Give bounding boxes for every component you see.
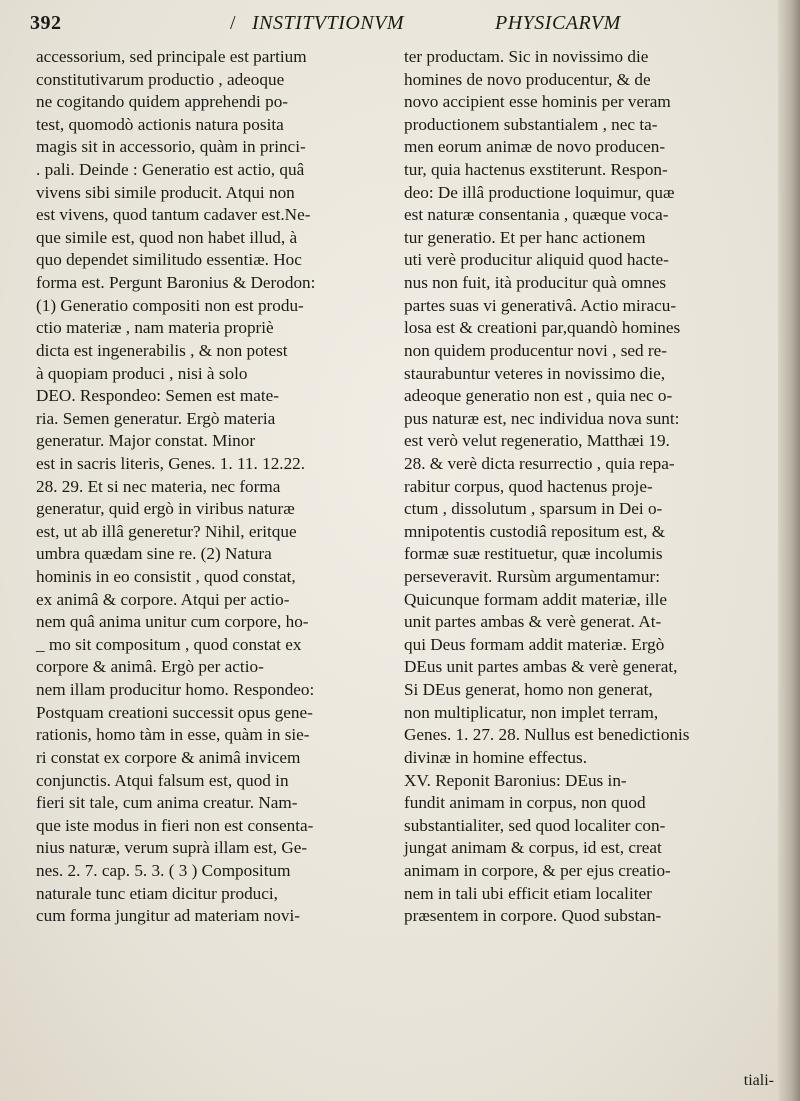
right-column-line: nem in tali ubi efficit etiam localiter [404,883,652,903]
left-column-line: fieri sit tale, cum anima creatur. Nam- [36,793,298,813]
left-column-line: dicta est ingenerabilis , & non potest [36,340,288,360]
right-column-line: ter productam. Sic in novissimo die [404,47,649,66]
left-column-line: cum forma jungitur ad materiam novi- [36,906,300,926]
right-column-line: productionem substantialem , nec ta- [404,114,658,134]
left-column-line: DEO. Respondeo: Semen est mate- [36,386,279,406]
right-column-line: losa est & creationi par,quandò homines [404,318,681,338]
right-column-line: formæ suæ restituetur, quæ incolumis [404,544,663,564]
left-column-line: nes. 2. 7. cap. 5. 3. ( 3 ) Compositum [36,860,291,880]
left-column-line: test, quomodò actionis natura posita [36,114,284,134]
right-column-line: pus naturæ est, nec individua nova sunt: [404,408,680,428]
left-column-line: . pali. Deinde : Generatio est actio, quâ [36,160,305,180]
right-column-line: uti verè producitur aliquid quod hacte- [404,250,669,270]
left-column-line: constitutivarum productio , adeoque [36,69,285,89]
left-column-line: vivens sibi simile producit. Atqui non [36,182,295,202]
left-column-line: est, ut ab illâ generetur? Nihil, eritque [36,521,297,541]
right-column-line: mnipotentis custodiâ repositum est, & [404,521,666,541]
left-column-line: accessorium, sed principale est partium [36,47,307,66]
right-column-line: unit partes ambas & verè generat. At- [404,612,662,632]
left-column-line: umbra quædam sine re. (2) Natura [36,544,272,564]
right-column-line: XV. Reponit Baronius: DEus in- [404,770,627,790]
right-column-line: perseveravit. Rursùm argumentamur: [404,567,660,587]
left-column-line: 28. 29. Et si nec materia, nec forma [36,476,281,496]
left-column-line: generatur. Major constat. Minor [36,431,256,451]
right-column-line: deo: De illâ productione loquimur, quæ [404,182,675,202]
right-column-line: men eorum animæ de novo producen- [404,137,666,157]
right-column-line: Si DEus generat, homo non generat, [404,680,653,700]
right-column-line: tur, quia hactenus exstiterunt. Respon- [404,160,668,180]
right-column-line: partes suas vi generativâ. Actio miracu- [404,295,677,315]
left-column-line: generatur, quid ergò in viribus naturæ [36,499,295,519]
right-column-line: novo accipient esse hominis per veram [404,92,671,112]
right-column-line: DEus unit partes ambas & verè generat, [404,657,678,677]
right-column-line: substantialiter, sed quod localiter con- [404,815,666,835]
header-mark: / [230,12,237,34]
left-column-line: ex animâ & corpore. Atqui per actio- [36,589,290,609]
left-column-line: nem illam producitur homo. Respondeo: [36,680,315,700]
left-column-line: ri constat ex corpore & animâ invicem [36,747,301,767]
left-column-line: nem quâ anima unitur cum corpore, ho- [36,612,309,632]
right-column-line: divinæ in homine effectus. [404,747,587,767]
left-column-line: forma est. Pergunt Baronius & Derodon: [36,273,316,293]
left-column-line: nius naturæ, verum suprà illam est, Ge- [36,838,308,858]
left-column-line: hominis in eo consistit , quod constat, [36,567,296,587]
right-column-line: non multiplicatur, non implet terram, [404,702,659,722]
right-column-line: jungat animam & corpus, id est, creat [404,838,662,858]
right-column-line: animam in corpore, & per ejus creatio- [404,860,671,880]
left-column-line: ria. Semen generatur. Ergò materia [36,408,276,428]
left-column-line: ctio materiæ , nam materia propriè [36,318,274,338]
left-column-line: rationis, homo tàm in esse, quàm in sie- [36,725,310,745]
left-column-line: est vivens, quod tantum cadaver est.Ne- [36,205,311,225]
right-column-line: fundit animam in corpus, non quod [404,793,646,813]
left-column-line: (1) Generatio compositi non est produ- [36,295,304,315]
right-column-line: ctum , dissolutum , sparsum in Dei o- [404,499,663,519]
right-column-line: tur generatio. Et per hanc actionem [404,227,646,247]
left-column-line: que iste modus in fieri non est consenta- [36,815,314,835]
right-column-line: 28. & verè dicta resurrectio , quia repa- [404,453,675,473]
right-column-line: est naturæ consentania , quæque voca- [404,205,669,225]
left-column-line: magis sit in accessorio, quàm in princi- [36,137,306,157]
left-column-line: ne cogitando quidem apprehendi po- [36,92,289,112]
left-column-line: _ mo sit compositum , quod constat ex [36,634,302,654]
left-text-column [36,46,396,928]
left-column-line: Postquam creationi successit opus gene- [36,702,313,722]
running-title-right: PHYSICARVM [495,12,621,34]
right-text-column [404,46,792,928]
left-column-line: à quopiam produci , nisi à solo [36,363,248,383]
right-column-line: Genes. 1. 27. 28. Nullus est benedictionis [404,725,690,745]
left-column-line: quo dependet similitudo essentiæ. Hoc [36,250,302,270]
left-column-line: naturale tunc etiam dicitur produci, [36,883,278,903]
right-column-line: non quidem producentur novi , sed re- [404,340,667,360]
left-column-line: est in sacris literis, Genes. 1. 11. 12.22. [36,453,306,473]
page-edge [778,0,800,1101]
left-column-line: conjunctis. Atqui falsum est, quod in [36,770,289,790]
page-number: 392 [30,12,62,34]
right-column-line: homines de novo producentur, & de [404,69,651,89]
right-column-line: staurabuntur veteres in novissimo die, [404,363,666,383]
right-column-line: nus non fuit, ità producitur quà omnes [404,273,667,293]
catchword: tiali- [743,1072,774,1089]
right-column-line: adeoque generatio non est , quia nec o- [404,386,673,406]
right-column-line: præsentem in corpore. Quod substan- [404,906,662,926]
right-column-line: est verò velut regeneratio, Matthæi 19. [404,431,670,451]
right-column-line: qui Deus formam addit materiæ. Ergò [404,634,665,654]
left-column-line: corpore & animâ. Ergò per actio- [36,657,264,677]
running-title-left: INSTITVTIONVM [252,12,405,34]
right-column-line: Quicunque formam addit materiæ, ille [404,589,667,609]
left-column-line: que simile est, quod non habet illud, à [36,227,298,247]
right-column-line: rabitur corpus, quod hactenus proje- [404,476,653,496]
running-header [30,8,780,42]
